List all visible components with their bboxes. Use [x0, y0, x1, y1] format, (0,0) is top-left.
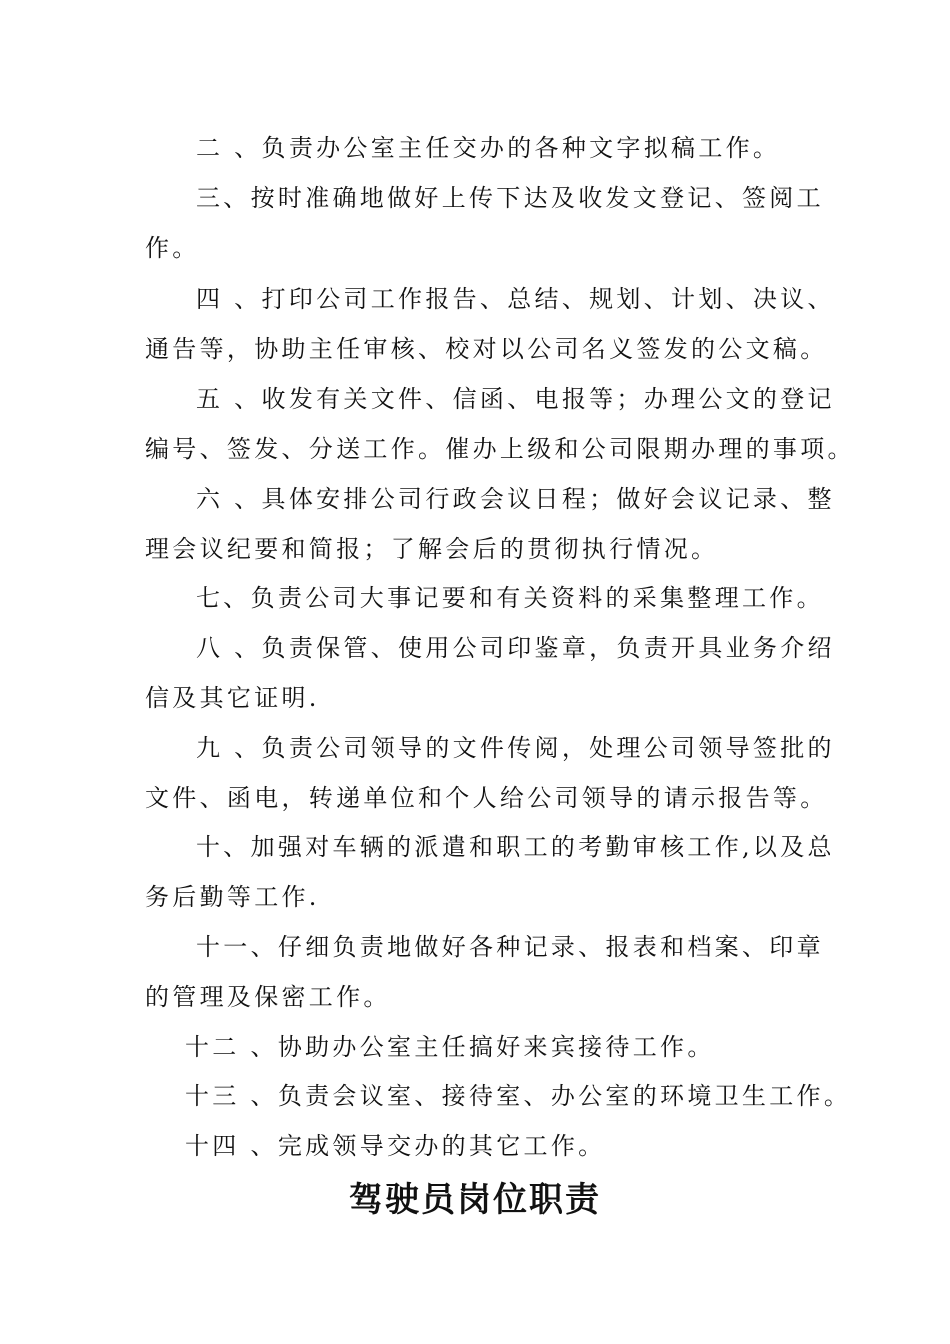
- line-item: 编号、签发、分送工作。催办上级和公司限期办理的事项。: [145, 435, 855, 463]
- line-item: 的管理及保密工作。: [145, 983, 391, 1011]
- line-item: 三、按时准确地做好上传下达及收发文登记、签阅工: [196, 184, 824, 212]
- line-item: 七、负责公司大事记要和有关资料的采集整理工作。: [196, 584, 824, 612]
- line-item: 九 、负责公司领导的文件传阅，处理公司领导签批的: [196, 734, 835, 762]
- line-item: 作。: [145, 234, 200, 262]
- line-item: 务后勤等工作.: [145, 883, 320, 911]
- line-item: 理会议纪要和简报；了解会后的贯彻执行情况。: [145, 535, 719, 563]
- line-item: 十三 、负责会议室、接待室、办公室的环境卫生工作。: [185, 1082, 852, 1110]
- line-item: 文件、函电，转递单位和个人给公司领导的请示报告等。: [145, 784, 828, 812]
- line-item: 信及其它证明.: [145, 684, 320, 712]
- line-item: 二 、负责办公室主任交办的各种文字拟稿工作。: [196, 134, 781, 162]
- line-item: 十、加强对车辆的派遣和职工的考勤审核工作,以及总: [196, 833, 835, 861]
- line-item: 四 、打印公司工作报告、总结、规划、计划、决议、: [196, 285, 835, 313]
- line-item: 五 、收发有关文件、信函、电报等；办理公文的登记: [196, 385, 835, 413]
- line-item: 八 、负责保管、使用公司印鉴章，负责开具业务介绍: [196, 634, 835, 662]
- line-item: 十一、仔细负责地做好各种记录、报表和档案、印章: [196, 933, 824, 961]
- line-item: 通告等，协助主任审核、校对以公司名义签发的公文稿。: [145, 335, 828, 363]
- section-title: 驾驶员岗位职责: [349, 1180, 601, 1220]
- line-item: 十四 、完成领导交办的其它工作。: [185, 1132, 606, 1160]
- line-item: 十二 、协助办公室主任搞好来宾接待工作。: [185, 1033, 715, 1061]
- line-item: 六 、具体安排公司行政会议日程；做好会议记录、整: [196, 485, 835, 513]
